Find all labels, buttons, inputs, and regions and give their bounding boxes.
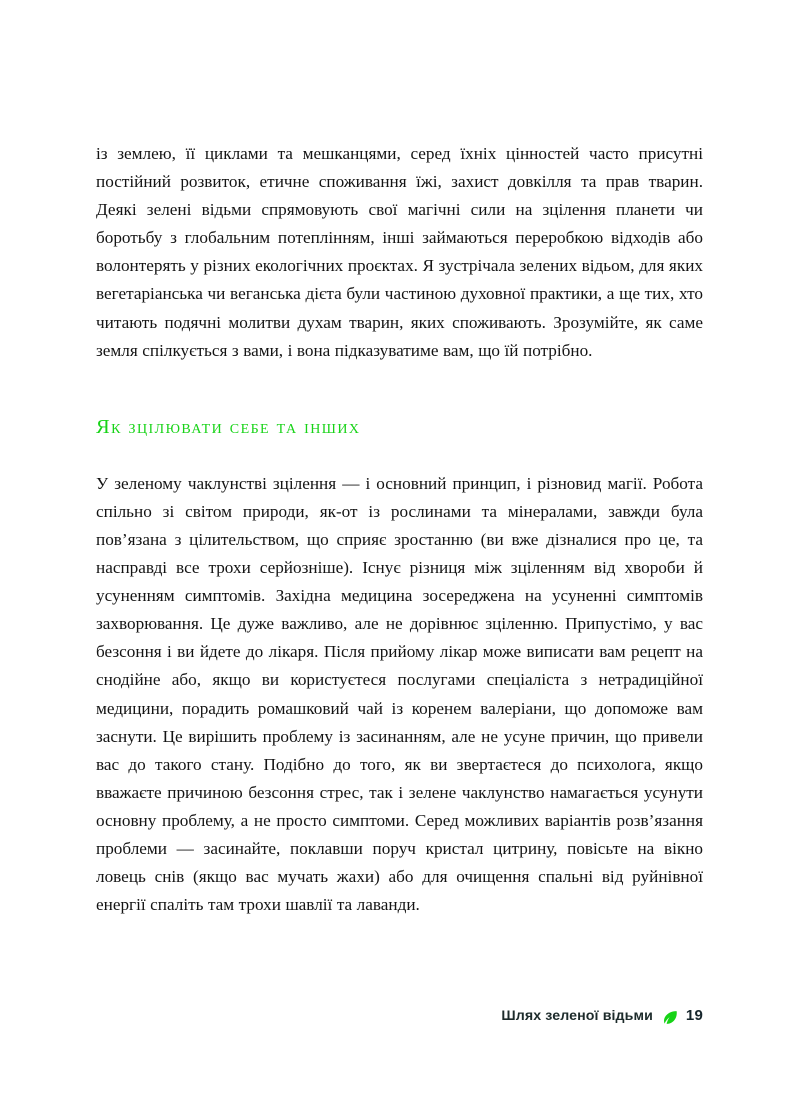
section-heading-block — [96, 415, 703, 439]
page-number: 19 — [685, 1007, 703, 1024]
section-heading-how-to-heal: Як зцілювати себе та інших — [96, 415, 361, 438]
page-content — [96, 140, 703, 919]
page-footer — [96, 1007, 703, 1025]
body-paragraph-2: У зеленому чаклунстві зцілення — і основний принцип, і різновид магії. Робота спільно зі світом природи, як-от із рослинами та мінералами, завжди була пов’язана з цілительством, що сприяє зростанню (ви вже дізналися про це, та насправді все трохи серйозніше). Існує різниця між зціленням від хвороби й усуненням симптомів. Західна медицина зосереджена на усуненні симптомів захворювання. Це дуже важливо, але не дорівнює зціленню. Припустімо, у вас безсоння і ви йдете до лікаря. Після прийому лікар може виписати вам рецепт на снодійне або, якщо ви користуєтеся послугами спеціаліста з нетрадиційної медицини, порадить ромашковий чай із коренем валеріани, що допоможе вам заснути. Це вирішить проблему із засинанням, але не усуне причин, що привели вас до такого стану. Подібно до того, як ви звертаєтеся до психолога, якщо вважаєте причиною безсоння стрес, так і зелене чаклунство намагається усунути основну проблему, а не просто симптоми. Серед можливих варіантів розв’язання проблеми — засинайте, поклавши поруч кристал цитрину, повісьте на вікно ловець снів (якщо вас мучать жахи) або для очищення спальні від руйнівної енергії спаліть там трохи шавлії та лаванди. — [96, 473, 703, 915]
footer-running-title: Шлях зеленої відьми — [501, 1008, 653, 1024]
leaf-icon — [662, 1009, 679, 1026]
body-paragraph-1: із землею, її циклами та мешканцями, серед їхніх цінностей часто присутні постійний розвиток, етичне споживання їжі, захист довкілля та прав тварин. Деякі зелені відьми спрямовують свої магічні сили на зцілення планети чи боротьбу з глобальним потеплінням, інші займаються переробкою відходів або волонтерять у різних екологічних проєктах. Я зустрічала зелених відьом, для яких вегетаріанська чи веганська дієта були частиною духовної практики, а ще тих, хто читають подячні молитви духам тварин, яких споживають. Зрозумійте, як саме земля спілкується з вами, і вона підказуватиме вам, що їй потрібно. — [96, 144, 703, 360]
